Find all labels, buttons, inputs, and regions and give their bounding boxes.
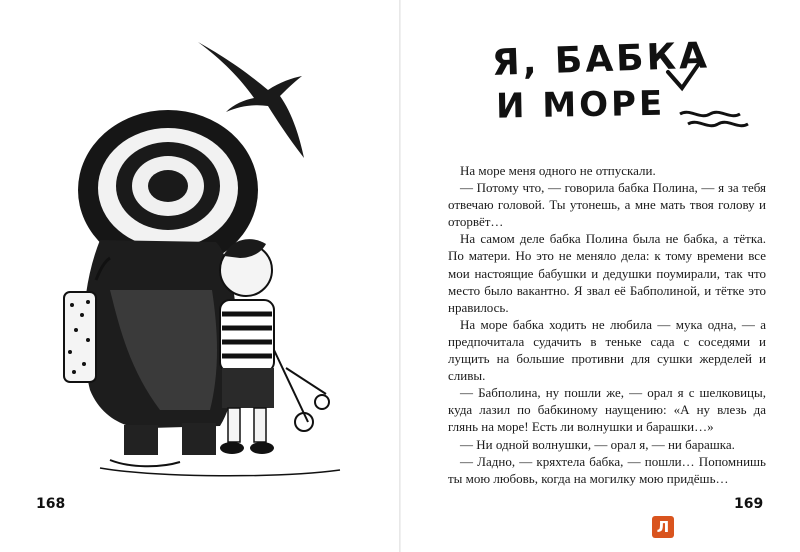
chapter-text (448, 162, 766, 487)
paragraph: — Бабполина, ну пошли же, — орал я с шелковицы, куда лазил по бабкиному наущению: «А ну влезь да глянь на море! Есть ли волнушки и барашки…» (448, 385, 766, 435)
chapter-title-line1: Я, БАБКА (491, 35, 711, 84)
paragraph: — Ладно, — кряхтела бабка, — пошли… Попомнишь ты мою любовь, когда на могилку мою придёшь… (448, 453, 766, 486)
paragraph: На самом деле бабка Полина была не бабка, а тётка. По матери. Но это не меняло дела: к тому времени все мои настоящие бабушки и дедушки поумирали, так что место было вакантно. Я звал её Бабполиной, и тётке это нравилось. (448, 231, 766, 315)
chapter-title-line2: И МОРЕ (495, 83, 666, 127)
paragraph: На море меня одного не отпускали. (460, 163, 656, 178)
boy-figure (220, 239, 329, 454)
paragraph: На море бабка ходить не любила — мука одна, — а предпочитала судачить в теньке сада с соседями и лущить на большие противни для сушки жерделей и сливы. (448, 316, 766, 384)
grandmother-boy-seagull-illustration (40, 30, 380, 480)
right-page (400, 0, 800, 552)
paragraph: — Потому что, — говорила бабка Полина, — я за тебя отвечаю головой. Ты утонешь, а мне мать твоя голову и оторвёт… (448, 180, 766, 230)
paragraph: — Ни одной волнушки, — орал я, — ни барашка. (460, 436, 735, 452)
publisher-logo-icon: Л (652, 516, 674, 538)
page-number-left: 168 (36, 496, 66, 512)
page-number-right: 169 (734, 496, 764, 512)
wave-decoration-icon (660, 52, 760, 132)
